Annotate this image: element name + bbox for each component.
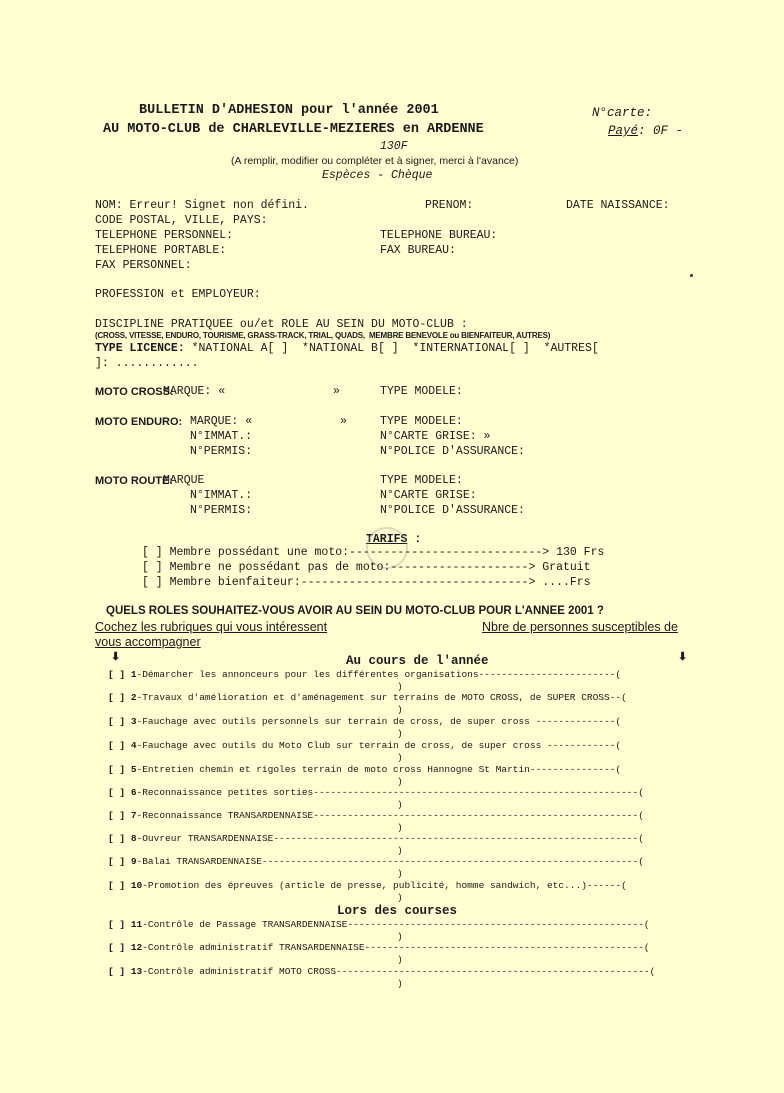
role-item-5[interactable]: [ ] 5-Entretien chemin et rigoles terrain de moto cross Hannogne St Martin---------------(	[108, 764, 622, 775]
route-police-field[interactable]: N°POLICE D'ASSURANCE:	[380, 504, 525, 517]
carte-number-field[interactable]: N°carte:	[592, 106, 653, 120]
role-item-8[interactable]: [ ] 8-Ouvreur TRANSARDENNAISE----------------------------------------------------------------(	[108, 833, 644, 844]
tarif-row-sans-moto[interactable]: [ ] Membre ne possédant pas de moto:--------------------> Gratuit	[142, 561, 591, 574]
enduro-immat-field[interactable]: N°IMMAT.:	[190, 430, 253, 443]
payment-modes: Espèces - Chèque	[322, 169, 433, 182]
tarif-row-bienfaiteur[interactable]: [ ] Membre bienfaiteur:---------------------------------> ....Frs	[142, 576, 591, 589]
scan-speck	[690, 274, 693, 277]
moto-enduro-label: MOTO ENDURO:	[95, 416, 183, 428]
tel-portable-field[interactable]: TELEPHONE PORTABLE:	[95, 244, 227, 257]
tarifs-title-suffix: :	[407, 533, 422, 546]
tarifs-title-text: TARIFS	[366, 533, 408, 546]
role-item-3[interactable]: [ ] 3-Fauchage avec outils personnels sur terrain de cross, de super cross --------------(	[108, 716, 622, 727]
licence-autres-cont[interactable]: ]: ............	[95, 357, 199, 370]
profession-field[interactable]: PROFESSION et EMPLOYEUR:	[95, 288, 261, 301]
instruction-text: (A remplir, modifier ou compléter et à signer, merci à l'avance)	[231, 155, 519, 167]
cross-marque-field[interactable]: MARQUE: «	[163, 385, 226, 398]
role-item-6[interactable]: [ ] 6-Reconnaissance petites sorties---------------------------------------------------------(	[108, 787, 644, 798]
route-marque-field[interactable]: MARQUE	[163, 474, 205, 487]
moto-route-label: MOTO ROUTE:	[95, 475, 174, 487]
nom-field[interactable]: NOM: Erreur! Signet non défini.	[95, 199, 309, 212]
role-item-12[interactable]: [ ] 12-Contrôle administratif TRANSARDENNAISE-------------------------------------------------(	[108, 942, 650, 953]
down-arrow-icon: ⬇	[111, 651, 121, 663]
role-item-9[interactable]: [ ] 9-Balai TRANSARDENNAISE------------------------------------------------------------------(	[108, 856, 644, 867]
discipline-list: (CROSS, VITESSE, ENDURO, TOURISME, GRASS-TRACK, TRIAL, QUADS, MEMBRE BENEVOLE ou BIENFAITEUR, AUTRES)	[95, 331, 551, 340]
licence-row[interactable]	[95, 342, 599, 356]
form-title-line2: AU MOTO-CLUB de CHARLEVILLE-MEZIERES en ARDENNE	[103, 122, 484, 137]
fax-bureau-field[interactable]: FAX BUREAU:	[380, 244, 456, 257]
paye-label: Payé	[608, 124, 639, 138]
discipline-label: DISCIPLINE PRATIQUEE ou/et ROLE AU SEIN DU MOTO-CLUB :	[95, 318, 468, 331]
lors-des-courses-heading: Lors des courses	[337, 904, 458, 918]
tel-bureau-field[interactable]: TELEPHONE BUREAU:	[380, 229, 498, 242]
enduro-marque-field[interactable]: MARQUE: «	[190, 415, 253, 428]
role-item-7-close: )	[397, 822, 403, 833]
role-item-12-close: )	[397, 954, 403, 965]
paye-value: : 0F -	[638, 124, 684, 138]
licence-label: TYPE LICENCE:	[95, 342, 185, 355]
prenom-field[interactable]: PRENOM:	[425, 199, 474, 212]
role-item-1[interactable]: [ ] 1-Démarcher les annonceurs pour les différentes organisations------------------------(	[108, 669, 622, 680]
cochez-label: Cochez les rubriques qui vous intéressent	[95, 620, 328, 634]
form-title-line1: BULLETIN D'ADHESION pour l'année 2001	[139, 103, 439, 118]
code-postal-field[interactable]: CODE POSTAL, VILLE, PAYS:	[95, 214, 268, 227]
role-item-2[interactable]: [ ] 2-Travaux d'amélioration et d'aménagement sur terrains de MOTO CROSS, de SUPER CROSS--(	[108, 692, 627, 703]
price-label: 130F	[380, 140, 408, 153]
role-item-9-close: )	[397, 868, 403, 879]
paye-field[interactable]	[608, 124, 683, 138]
role-item-11-close: )	[397, 931, 403, 942]
enduro-marque-close: »	[340, 415, 347, 428]
role-item-5-close: )	[397, 776, 403, 787]
route-permis-field[interactable]: N°PERMIS:	[190, 504, 253, 517]
role-item-2-close: )	[397, 704, 403, 715]
down-arrow-icon: ⬇	[678, 651, 688, 663]
role-item-8-close: )	[397, 845, 403, 856]
route-immat-field[interactable]: N°IMMAT.:	[190, 489, 253, 502]
cross-marque-close: »	[333, 385, 340, 398]
role-item-13[interactable]: [ ] 13-Contrôle administratif MOTO CROSS-------------------------------------------------------(	[108, 966, 656, 977]
role-item-13-close: )	[397, 978, 403, 989]
licence-options[interactable]: *NATIONAL A[ ] *NATIONAL B[ ] *INTERNATIONAL[ ] *AUTRES[	[184, 342, 599, 355]
role-item-11[interactable]: [ ] 11-Contrôle de Passage TRANSARDENNAISE----------------------------------------------------(	[108, 919, 650, 930]
route-type-field[interactable]: TYPE MODELE:	[380, 474, 463, 487]
route-carte-field[interactable]: N°CARTE GRISE:	[380, 489, 477, 502]
au-cours-annee-heading: Au cours de l'année	[346, 654, 489, 668]
enduro-type-field[interactable]: TYPE MODELE:	[380, 415, 463, 428]
enduro-carte-field[interactable]: N°CARTE GRISE: »	[380, 430, 491, 443]
nbre-label: Nbre de personnes susceptibles de	[482, 620, 678, 634]
roles-question: QUELS ROLES SOUHAITEZ-VOUS AVOIR AU SEIN DU MOTO-CLUB POUR L'ANNEE 2001 ?	[106, 605, 604, 617]
role-item-6-close: )	[397, 799, 403, 810]
role-item-3-close: )	[397, 728, 403, 739]
role-item-7[interactable]: [ ] 7-Reconnaissance TRANSARDENNAISE---------------------------------------------------------(	[108, 810, 644, 821]
tel-perso-field[interactable]: TELEPHONE PERSONNEL:	[95, 229, 234, 242]
role-item-4[interactable]: [ ] 4-Fauchage avec outils du Moto Club sur terrain de cross, de super cross ------------(	[108, 740, 622, 751]
enduro-permis-field[interactable]: N°PERMIS:	[190, 445, 253, 458]
role-item-10[interactable]: [ ] 10-Promotion des épreuves (article de presse, publicité, homme sandwich, etc...)------(	[108, 880, 627, 891]
role-item-4-close: )	[397, 752, 403, 763]
tarif-row-moto[interactable]: [ ] Membre possédant une moto:----------------------------> 130 Frs	[142, 546, 605, 559]
date-naissance-field[interactable]: DATE NAISSANCE:	[566, 199, 670, 212]
enduro-police-field[interactable]: N°POLICE D'ASSURANCE:	[380, 445, 525, 458]
cross-type-field[interactable]: TYPE MODELE:	[380, 385, 463, 398]
accompagner-label: vous accompagner	[95, 635, 201, 649]
moto-cross-label: MOTO CROSS:	[95, 386, 174, 398]
role-item-10-close: )	[397, 892, 403, 903]
role-item-1-close: )	[397, 681, 403, 692]
fax-perso-field[interactable]: FAX PERSONNEL:	[95, 259, 192, 272]
